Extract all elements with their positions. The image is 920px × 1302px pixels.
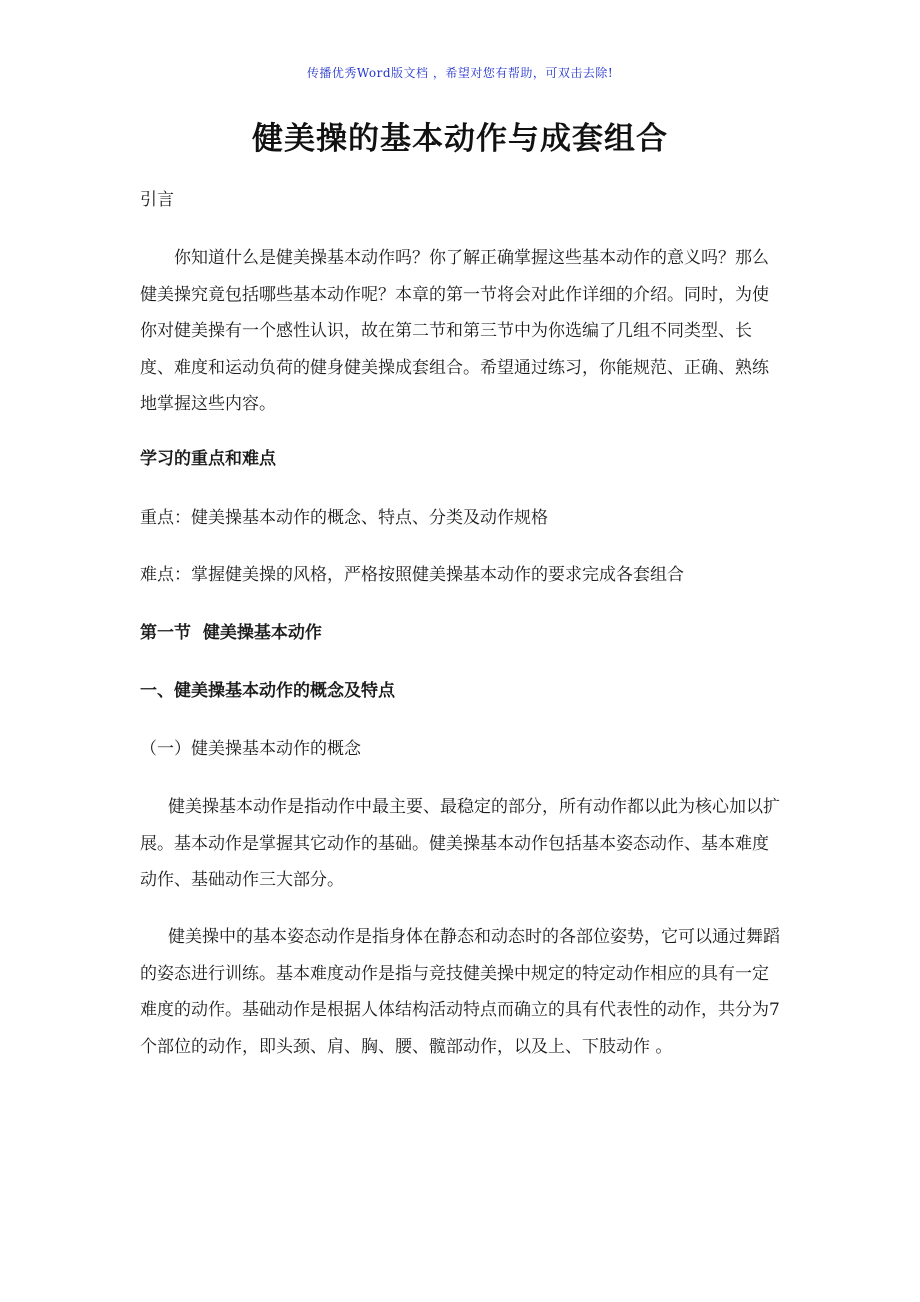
header-note: 传播优秀Word版文档 ，希望对您有帮助，可双击去除! [306,66,614,80]
key-point-text: 重点：健美操基本动作的概念、特点、分类及动作规格 [140,508,548,528]
sub-subsection-heading: （一）健美操基本动作的概念 [140,739,361,759]
subsection-heading: 一、健美操基本动作的概念及特点 [140,681,395,701]
section-heading: 第一节 健美操基本动作 [140,623,322,643]
key-points-heading: 学习的重点和难点 [140,449,276,469]
paragraph-posture-movements: 健美操中的基本姿态动作是指身体在静态和动态时的各部位姿势，它可以通过舞蹈的姿态进行训练。基本难度动作是指与竞技健美操中规定的特定动作相应的具有一定难度的动作。基础动作是根据人体结构活动特点而确立的具有代表性的动作，共分为7个部位的动作，即头颈、肩、胸、腰、髋部动作，以及上、下肢动作 。 [140,927,780,1057]
intro-paragraph: 你知道什么是健美操基本动作吗？你了解正确掌握这些基本动作的意义吗？那么健美操究竟包括哪些基本动作呢？本章的第一节将会对此作详细的介绍。同时，为使你对健美操有一个感性认识，故在第二节和第三节中为你选编了几组不同类型、长度、难度和运动负荷的健身健美操成套组合。希望通过练习，你能规范、正确、熟练地掌握这些内容。 [140,248,769,414]
paragraph-basic-movements: 健美操基本动作是指动作中最主要、最稳定的部分，所有动作都以此为核心加以扩展。基本动作是掌握其它动作的基础。健美操基本动作包括基本姿态动作、基本难度动作、基础动作三大部分。 [140,797,780,890]
intro-heading: 引言 [140,190,174,210]
document-title: 健美操的基本动作与成套组合 [252,121,668,157]
difficulty-text: 难点：掌握健美操的风格，严格按照健美操基本动作的要求完成各套组合 [140,565,684,585]
